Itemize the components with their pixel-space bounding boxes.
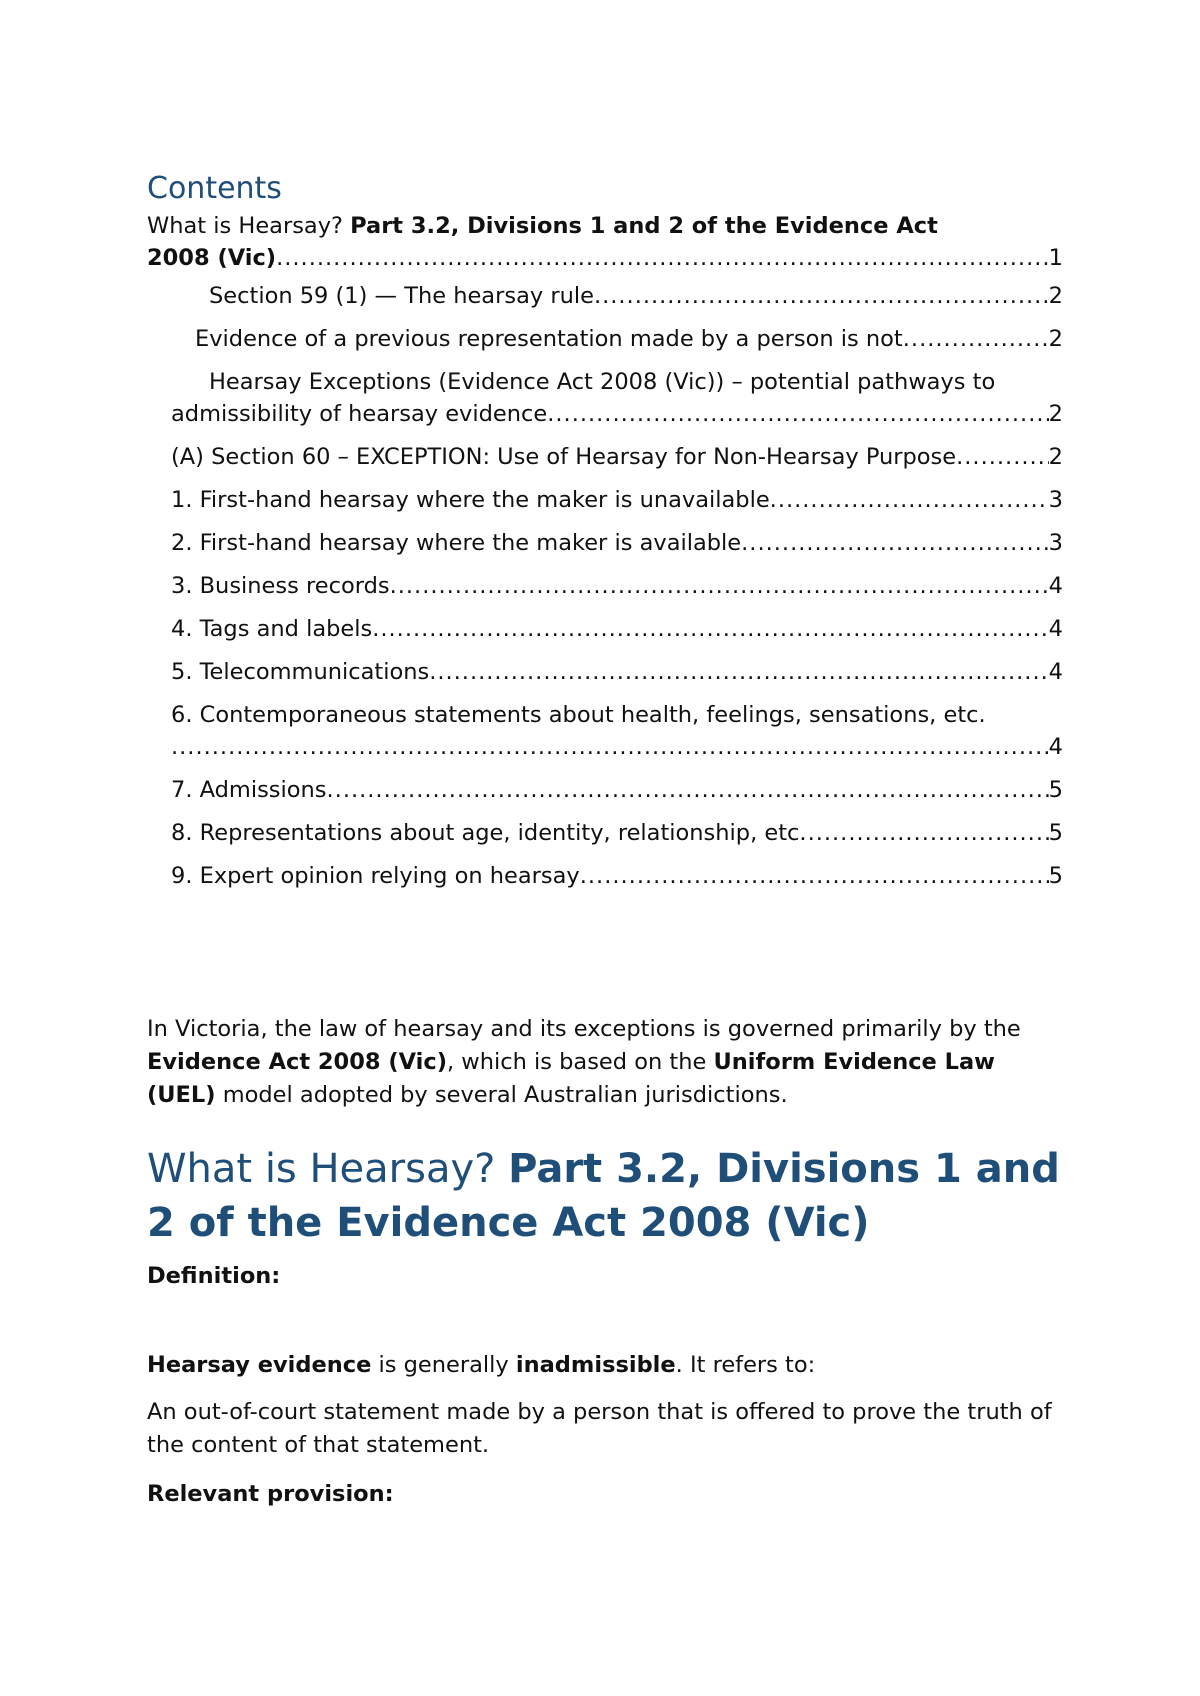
- toc-entry-previous-representation[interactable]: [147, 323, 1063, 355]
- toc-entry-label: 3. Business records: [171, 573, 390, 599]
- heading-bold-text: Part 3.2, Divisions 1 and 2 of the Evidence Act 2008 (Vic): [147, 1146, 1060, 1246]
- toc-leader: [594, 280, 1049, 312]
- toc-page-number: 1: [1048, 245, 1063, 271]
- toc-page-number: 3: [1048, 530, 1063, 556]
- toc-entry-section60[interactable]: [147, 441, 1063, 473]
- out-of-court-statement-paragraph: An out-of-court statement made by a person that is offered to prove the truth of the content of that statement.: [147, 1399, 1052, 1458]
- toc-entry-label: 4. Tags and labels: [171, 616, 373, 642]
- toc-leader: [429, 656, 1048, 688]
- hearsay-bold: Hearsay evidence: [147, 1352, 372, 1378]
- toc-leader: [741, 527, 1049, 559]
- toc-leader: [799, 817, 1048, 849]
- inadmissible-bold: inadmissible: [515, 1352, 676, 1378]
- toc-leader: [956, 441, 1049, 473]
- intro-bold-uel: Uniform Evidence Law (UEL): [147, 1049, 995, 1108]
- toc-page-number: 3: [1048, 487, 1063, 513]
- toc-page-number: 4: [1048, 616, 1063, 642]
- intro-paragraph: [147, 1013, 1063, 1112]
- heading-normal-text: What is Hearsay?: [147, 1146, 509, 1192]
- toc-page-number: 5: [1048, 820, 1063, 846]
- toc-entry-item-7[interactable]: [147, 774, 1063, 806]
- toc-entry-label: 2. First-hand hearsay where the maker is available: [171, 530, 742, 556]
- toc-page-number: 2: [1048, 444, 1063, 470]
- toc-title: Contents: [147, 171, 282, 206]
- toc-leader: [580, 860, 1049, 892]
- toc-entry-label: Section 59 (1) — The hearsay rule: [209, 283, 594, 309]
- toc-entry-item-9[interactable]: [147, 860, 1063, 892]
- toc-page-number: 2: [1048, 326, 1063, 352]
- toc-main-prefix: What is Hearsay?: [147, 213, 351, 239]
- toc-entry-label: 1. First-hand hearsay where the maker is unavailable: [171, 487, 770, 513]
- toc-page-number: 4: [1048, 734, 1063, 760]
- toc-page-number: 5: [1048, 863, 1063, 889]
- toc-main-bold: Part 3.2, Divisions 1 and 2 of the Evidence Act: [350, 213, 938, 239]
- hearsay-text: . It refers to:: [675, 1352, 816, 1378]
- toc-entry-label: 8. Representations about age, identity, relationship, etc: [171, 820, 800, 846]
- toc-leader: [390, 570, 1049, 602]
- relevant-provision-label: Relevant provision:: [147, 1481, 394, 1507]
- toc-page-number: 2: [1048, 283, 1063, 309]
- intro-text: In Victoria, the law of hearsay and its exceptions is governed primarily by the: [147, 1016, 1021, 1042]
- intro-text: model adopted by several Australian jurisdictions.: [215, 1082, 788, 1108]
- toc-entry-hearsay-exceptions[interactable]: [147, 366, 1063, 430]
- spacer: [147, 903, 1063, 1013]
- toc-entry-item-2[interactable]: [147, 527, 1063, 559]
- definition-label: Definition:: [147, 1263, 281, 1289]
- toc-page-number: 2: [1048, 401, 1063, 427]
- toc-leader: [327, 774, 1049, 806]
- toc-entry-item-8[interactable]: [147, 817, 1063, 849]
- intro-text: , which is based on the: [447, 1049, 714, 1075]
- toc-entry-main[interactable]: [147, 210, 1063, 274]
- toc-entry-item-1[interactable]: [147, 484, 1063, 516]
- toc-entry-label: 6. Contemporaneous statements about health, feelings, sensations, etc.: [171, 702, 986, 728]
- toc-entry-item-6[interactable]: [147, 699, 1063, 763]
- toc-entry-label: (A) Section 60 – EXCEPTION: Use of Hearsay for Non-Hearsay Purpose: [171, 444, 957, 470]
- toc-entry-item-3[interactable]: [147, 570, 1063, 602]
- toc-leader: [903, 323, 1049, 355]
- toc-leader: [372, 613, 1048, 645]
- toc-entry-label: 7. Admissions: [171, 777, 327, 803]
- toc-entry-item-5[interactable]: [147, 656, 1063, 688]
- toc-leader: [171, 731, 1049, 763]
- toc-page-number: 4: [1048, 573, 1063, 599]
- toc-main-bold-line2: 2008 (Vic): [147, 245, 277, 271]
- document-body: [147, 170, 1063, 1511]
- toc-leader: [276, 242, 1049, 274]
- toc-entry-label: 5. Telecommunications: [171, 659, 430, 685]
- toc-entry-label-line2: admissibility of hearsay evidence: [171, 401, 548, 427]
- hearsay-text: is generally: [371, 1352, 516, 1378]
- toc-entry-item-4[interactable]: [147, 613, 1063, 645]
- toc-leader: [547, 398, 1048, 430]
- toc-entry-label: Evidence of a previous representation made by a person is not: [195, 326, 903, 352]
- toc-page-number: 5: [1048, 777, 1063, 803]
- toc-entry-section59[interactable]: [147, 280, 1063, 312]
- hearsay-paragraph: [147, 1349, 1063, 1382]
- section-heading: [147, 1142, 1063, 1250]
- intro-bold-act: Evidence Act 2008 (Vic): [147, 1049, 447, 1075]
- toc-leader: [770, 484, 1049, 516]
- toc-entry-label: Hearsay Exceptions (Evidence Act 2008 (Vic)) – potential pathways to: [209, 369, 996, 395]
- toc-entry-label: 9. Expert opinion relying on hearsay: [171, 863, 580, 889]
- toc-page-number: 4: [1048, 659, 1063, 685]
